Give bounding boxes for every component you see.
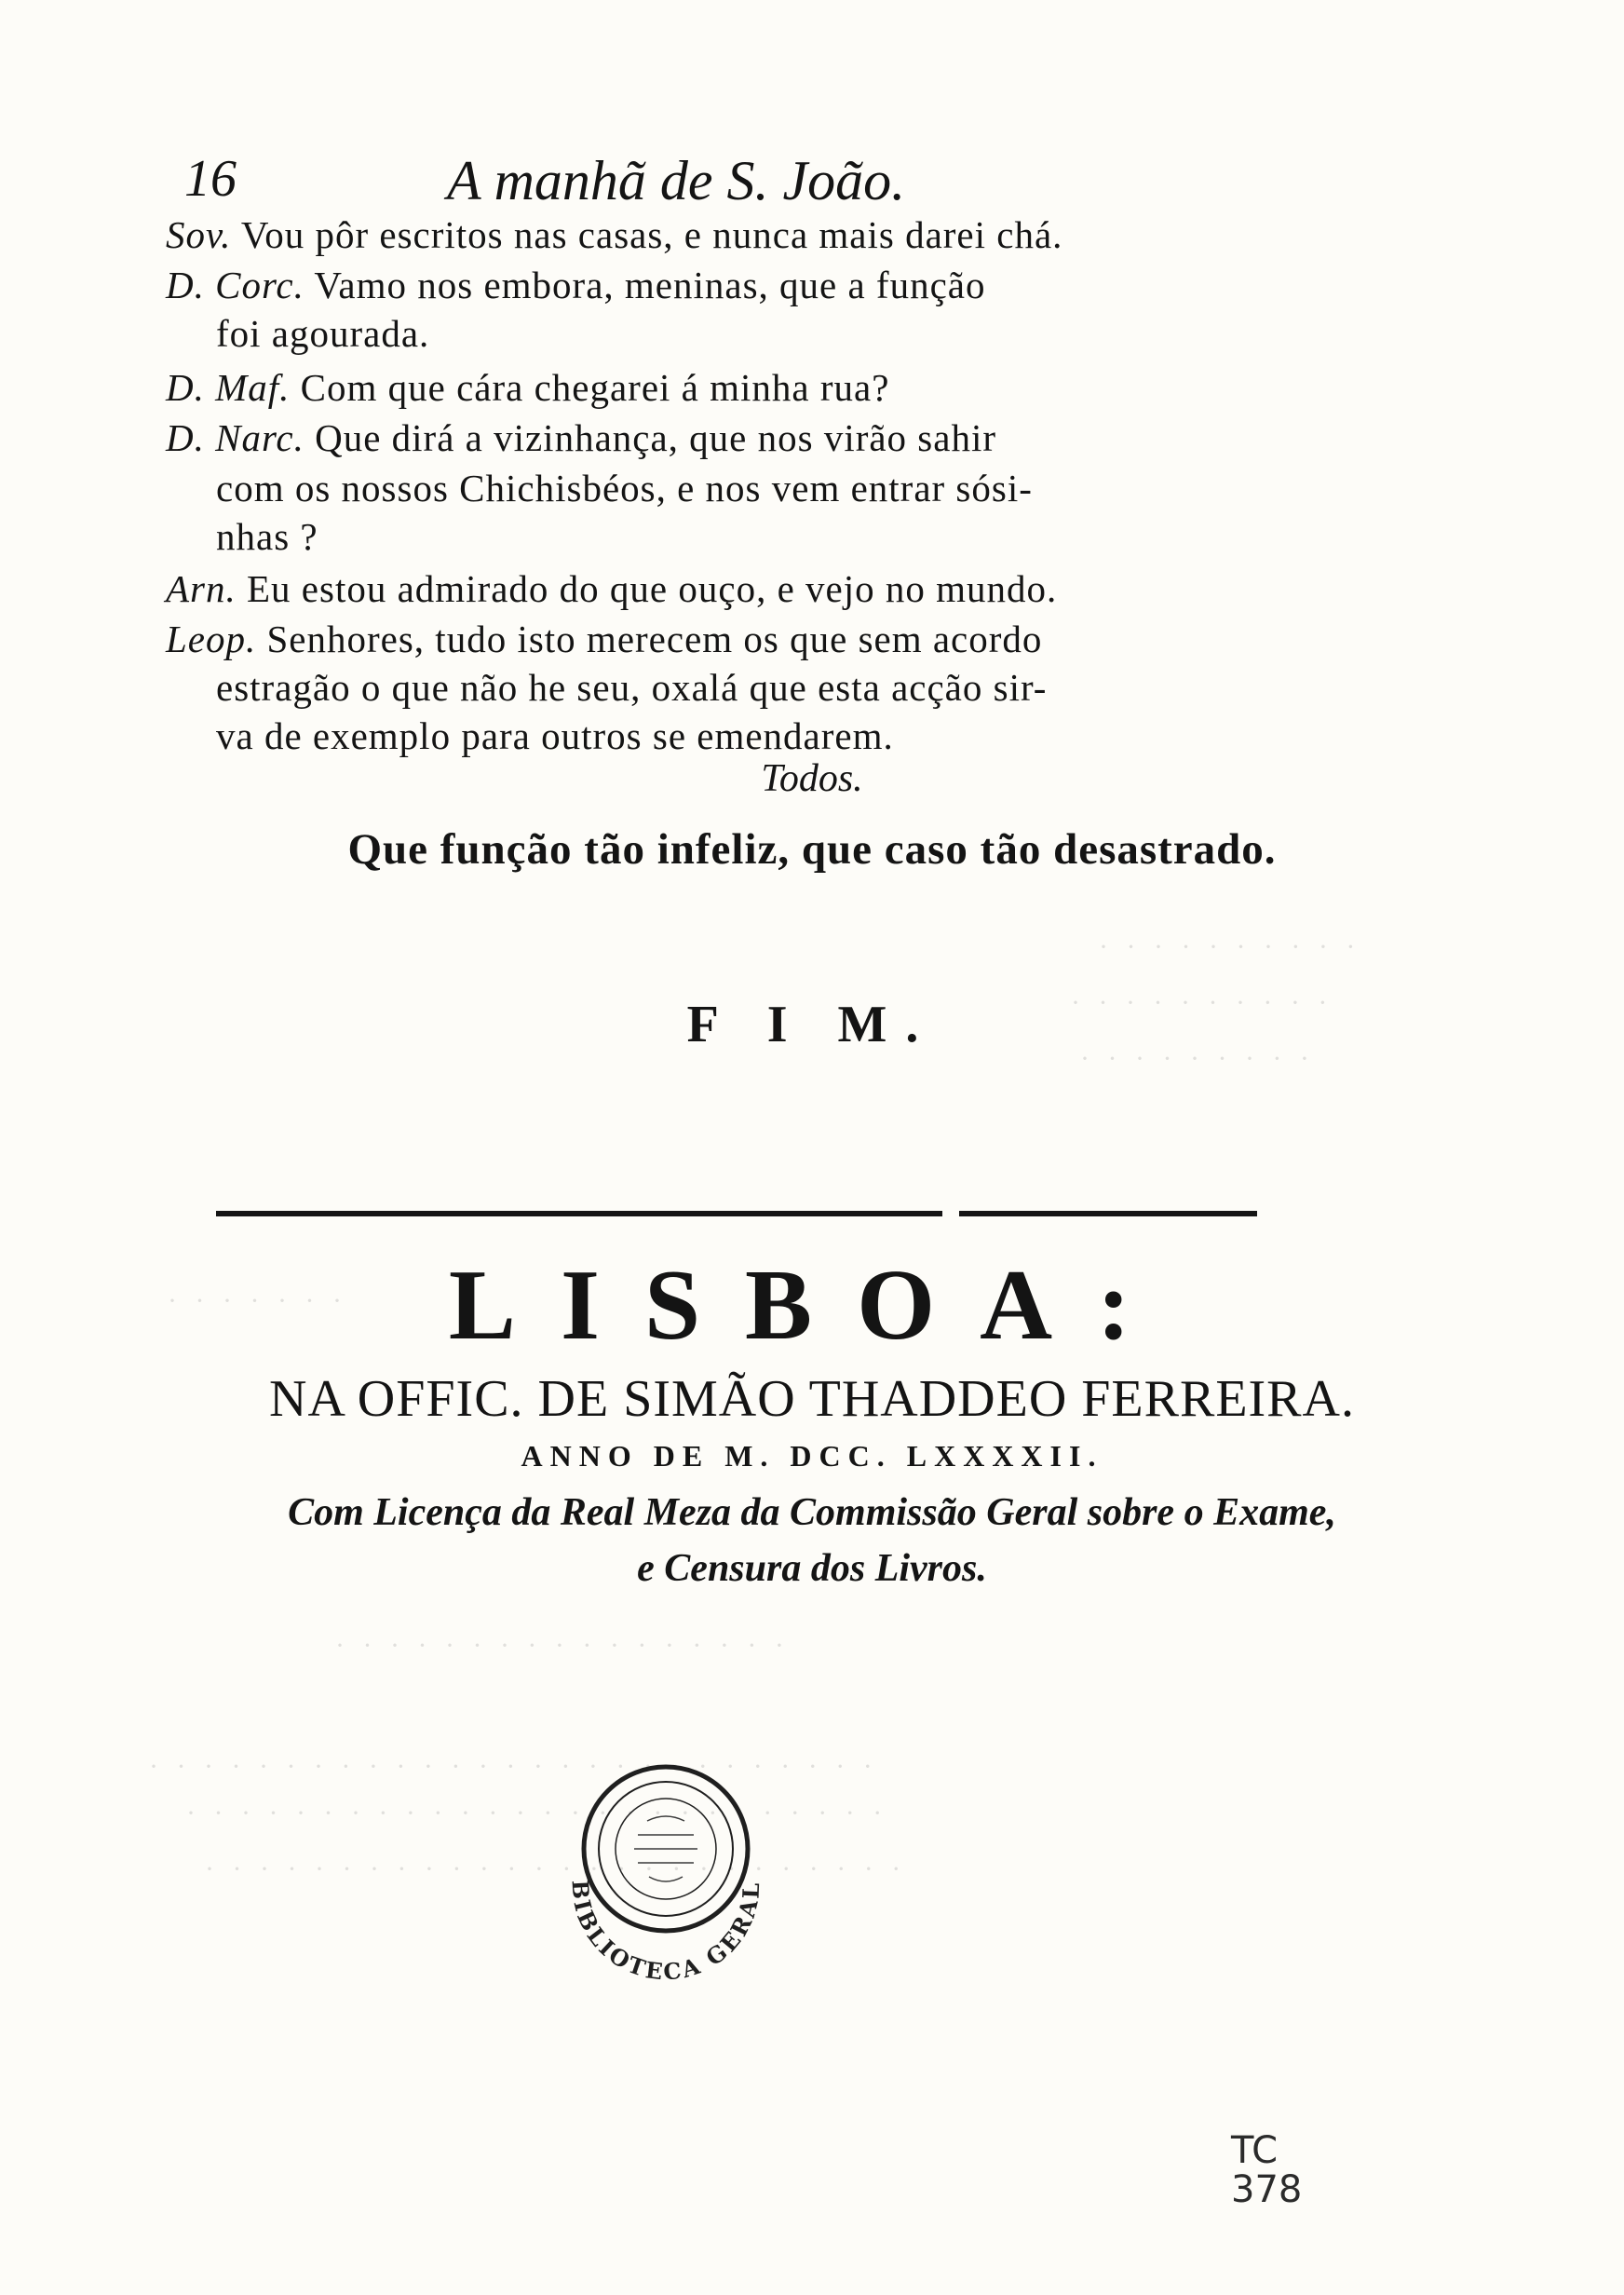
bleed-through: · · · · · · · · · · · · · · · · · [335, 1630, 790, 1661]
speaker-name: D. Maf. [166, 366, 291, 409]
dialogue-continuation: va de exemplo para outros se emendarem. [216, 714, 894, 757]
shelfmark-line: TC [1231, 2129, 1279, 2172]
dialogue-line [166, 365, 889, 410]
dialogue-continuation: estragão o que não he seu, oxalá que esta acção sir- [216, 666, 1048, 709]
divider-rule [959, 1211, 1257, 1216]
dialogue-continuation: nhas ? [216, 515, 318, 558]
divider-rule [216, 1211, 942, 1216]
dialogue-line [166, 617, 1042, 661]
bleed-through: · · · · · · · · · · · · · · · · · · · · · · · · · · [205, 1854, 907, 1884]
imprint-year: ANNO DE M. DCC. LXXXXII. [521, 1439, 1103, 1473]
dialogue-line [166, 263, 986, 307]
dialogue-text: Que dirá a vizinhança, que nos virão sahir [315, 416, 997, 459]
license-line: e Censura dos Livros. [637, 1547, 987, 1590]
page-header [166, 149, 1283, 214]
speaker-name: Sov. [166, 213, 232, 256]
fim-heading: F I M. [686, 996, 938, 1053]
page-number: 16 [184, 150, 237, 208]
bleed-through: · · · · · · · · · [1080, 1043, 1315, 1074]
dialogue-text: Eu estou admirado do que ouço, e vejo no mundo. [247, 567, 1058, 610]
chorus-speaker: Todos. [761, 757, 863, 800]
library-stamp-icon [545, 1746, 787, 1989]
closing-line: Que função tão infeliz, que caso tão desastrado. [347, 825, 1277, 874]
dialogue-text: Senhores, tudo isto merecem os que sem acordo [266, 618, 1043, 660]
license-line: Com Licença da Real Meza da Commissão Geral sobre o Exame, [288, 1491, 1336, 1534]
bleed-through: · · · · · · · [168, 1285, 347, 1316]
imprint-printer: NA OFFIC. DE SIMÃO THADDEO FERREIRA. [269, 1370, 1355, 1428]
dialogue-text: Com que cára chegarei á minha rua? [300, 366, 890, 409]
dialogue-text: Vou pôr escritos nas casas, e nunca mais darei chá. [240, 213, 1063, 256]
speaker-name: D. Narc. [166, 416, 304, 459]
dialogue-line [166, 566, 1057, 611]
dialogue-line [166, 212, 1062, 257]
shelfmark-line: 378 [1231, 2168, 1303, 2211]
dialogue-line [166, 415, 996, 460]
bleed-through: · · · · · · · · · · · · · · · · · · · · · · · · · · [186, 1798, 888, 1828]
speaker-name: Arn. [166, 567, 237, 610]
dialogue-text: Vamo nos embora, meninas, que a função [314, 264, 986, 306]
dialogue-continuation: com os nossos Chichisbéos, e nos vem entrar sósi- [216, 467, 1033, 509]
imprint-city: LISBOA: [448, 1250, 1176, 1361]
shelfmark [1231, 2131, 1302, 2209]
dialogue-continuation: foi agourada. [216, 312, 430, 355]
bleed-through: · · · · · · · · · · [1099, 931, 1361, 962]
speaker-name: Leop. [166, 618, 257, 660]
bleed-through: · · · · · · · · · · · · · · · · · · · · · · · · · · · [149, 1751, 878, 1782]
speaker-name: D. Corc. [166, 264, 304, 306]
running-head: A manhã de S. João. [447, 150, 906, 211]
stamp-outer-text: BIBLIOTECA GERAL [566, 1879, 765, 1986]
bleed-through: · · · · · · · · · · [1071, 987, 1333, 1018]
